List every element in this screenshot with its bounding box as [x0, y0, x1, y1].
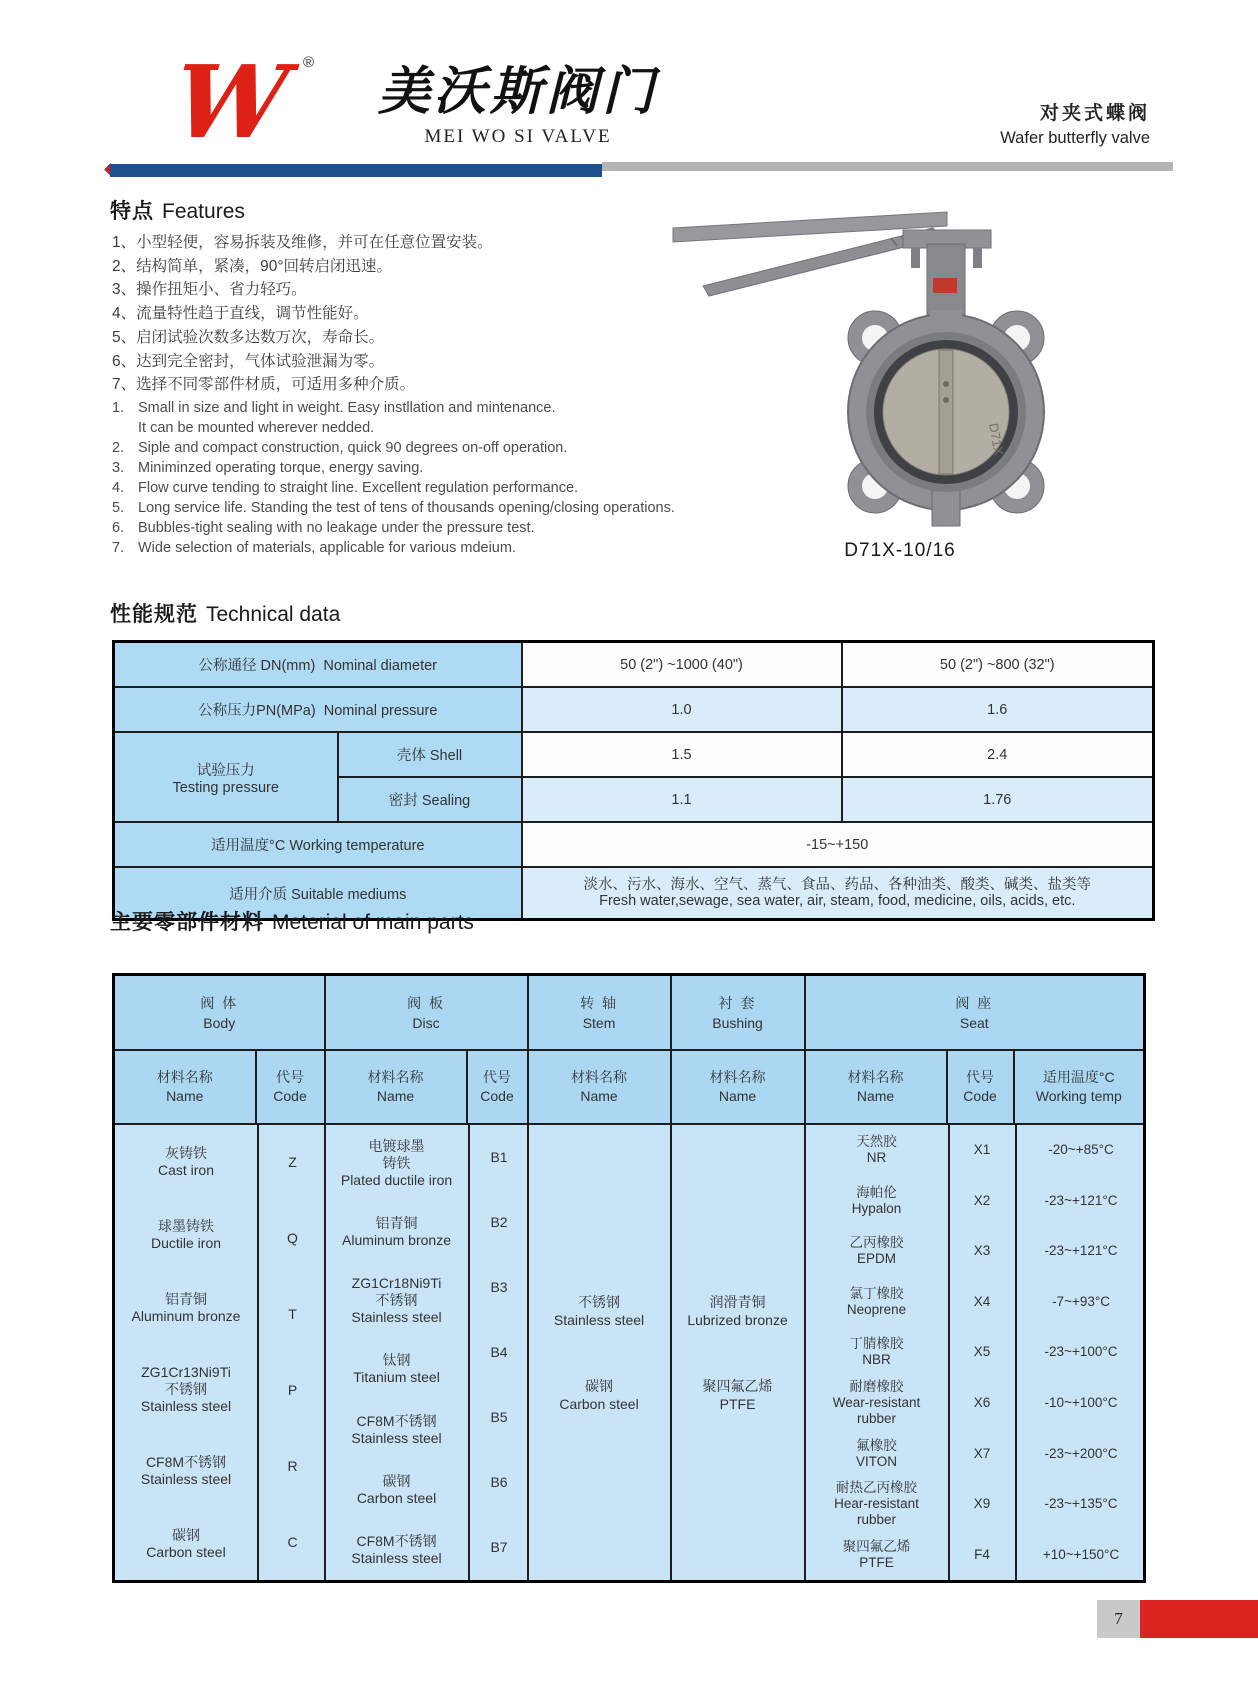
product-title-en: Wafer butterfly valve — [1000, 129, 1150, 147]
features-section-title — [110, 195, 245, 225]
registered-mark: ® — [303, 54, 315, 71]
subheader-name: 材料名称 Name — [114, 1050, 256, 1124]
cell-value: 1.1 — [522, 777, 842, 822]
feature-en-item — [112, 498, 712, 518]
feature-text: Siple and compact construction, quick 90 degrees on-off operation. — [138, 440, 568, 456]
row-sublabel: 密封 Sealing — [338, 777, 522, 822]
technical-title-zh: 性能规范 — [110, 603, 198, 626]
disc-code-stack: B1 B2 B3 B4 B5 B6 B7 — [468, 1125, 529, 1580]
feature-number: 1. — [112, 400, 125, 416]
product-title — [1000, 98, 1150, 148]
features-list-en — [112, 398, 712, 558]
feature-en-item — [112, 538, 712, 558]
group-bushing: 衬 套 Bushing — [671, 975, 805, 1051]
feature-number: 2. — [112, 440, 125, 456]
valve-model-caption: D71X-10/16 — [844, 540, 956, 561]
bushing-materials: 润滑青铜 Lubrized bronze 聚四氟乙烯 PTFE — [671, 1124, 805, 1582]
feature-text: Small in size and light in weight. Easy instllation and mintenance. — [138, 400, 556, 416]
butterfly-valve-photo — [645, 186, 1105, 536]
row-sublabel: 壳体 Shell — [338, 732, 522, 777]
cell-value: 2.4 — [842, 732, 1154, 777]
feature-en-item — [112, 458, 712, 478]
technical-title-en: Technical data — [206, 603, 341, 626]
feature-number: 4. — [112, 480, 125, 496]
body-materials — [114, 1124, 325, 1582]
feature-zh-item: 4、流量特性趋于直线，调节性能好。 — [112, 305, 369, 323]
cell-value: 1.0 — [522, 687, 842, 732]
feature-zh-item: 3、操作扭矩小、省力轻巧。 — [112, 281, 307, 299]
brand-name — [338, 60, 698, 148]
cell-value: 50 (2") ~800 (32") — [842, 642, 1154, 688]
feature-number: 5. — [112, 500, 125, 516]
feature-en-item — [112, 478, 712, 498]
cell-value: -15~+150 — [522, 822, 1154, 867]
row-label: 适用介质 Suitable mediums — [114, 867, 522, 920]
body-name-stack: 灰铸铁 Cast iron 球墨铸铁 Ductile iron 铝青铜 Aluminum bronze ZG1Cr13Ni9Ti 不锈钢 Stainless steel CF8M不锈钢 Stainless steel 碳钢 Carbon steel — [131, 1144, 241, 1560]
feature-en-item — [112, 398, 712, 418]
table-row — [114, 822, 1154, 867]
row-label: 公称通径 DN(mm) Nominal diameter — [114, 642, 522, 688]
subheader-name: 材料名称 Name — [528, 1050, 671, 1124]
materials-title-en: Meterial of main parts — [272, 911, 474, 934]
feature-number: 6. — [112, 520, 125, 536]
materials-section-title — [110, 906, 474, 936]
cell-value — [522, 867, 1154, 920]
cell-value: 1.6 — [842, 687, 1154, 732]
table-row-groups — [114, 975, 1145, 1051]
product-title-zh: 对夹式蝶阀 — [1039, 103, 1150, 124]
feature-number: 7. — [112, 540, 125, 556]
seat-materials: 天然胶 NR X1 -20~+85°C 海帕伦 Hypalon X2 -23~+121°C 乙丙橡胶 EPDM X3 -23~+121°C 氯丁橡胶 Neoprene X4 -7~+93°C 丁腈橡胶 NBR X5 -23~+100°C 耐磨橡胶 Wear-resistant rubber X6 -10~+100°C 氟橡胶 VITON X7 -23~+200°C 耐热乙丙橡胶 Hear-resistant rubber X9 -23~+135°C 聚四氟乙烯 PTFE F4 +10~+150°C — [805, 1124, 1145, 1582]
subheader-name: 材料名称 Name — [325, 1050, 467, 1124]
group-stem: 转 轴 Stem — [528, 975, 671, 1051]
brand-name-zh: 美沃斯阀门 — [377, 61, 658, 122]
materials-title-zh: 主要零部件材料 — [110, 911, 264, 934]
feature-text: Bubbles-tight sealing with no leakage under the pressure test. — [138, 520, 535, 536]
feature-text: Wide selection of materials, applicable for various mdeium. — [138, 540, 516, 556]
cell-value: 1.5 — [522, 732, 842, 777]
table-row — [114, 642, 1154, 688]
brand-name-en: MEI WO SI VALVE — [424, 126, 612, 147]
mediums-en: Fresh water,sewage, sea water, air, steam, food, medicine, oils, acids, etc. — [599, 893, 1076, 909]
subheader-name: 材料名称 Name — [805, 1050, 947, 1124]
table-row-subheaders — [114, 1050, 1145, 1124]
row-label: 公称压力PN(MPa) Nominal pressure — [114, 687, 522, 732]
feature-text: Long service life. Standing the test of tens of thousands opening/closing operations. — [138, 500, 675, 516]
subheader-code: 代号 Code — [947, 1050, 1014, 1124]
group-body: 阀 体 Body — [114, 975, 325, 1051]
materials-table — [112, 973, 1146, 1583]
stem-materials: 不锈钢 Stainless steel 碳钢 Carbon steel — [528, 1124, 671, 1582]
mediums-zh: 淡水、污水、海水、空气、蒸气、食品、药品、各种油类、酸类、碱类、盐类等 — [583, 877, 1091, 893]
feature-zh-item: 5、启闭试验次数多达数万次，寿命长。 — [112, 328, 385, 346]
disc-name-stack: 电镀球墨 铸铁 Plated ductile iron 铝青铜 Aluminum bronze ZG1Cr18Ni9Ti 不锈钢 Stainless steel 钛钢 Titanium steel CF8M不锈钢 Stainless steel 碳钢 Carbon steel CF8M不锈钢 Stainless steel — [340, 1138, 453, 1566]
feature-text: Flow curve tending to straight line. Excellent regulation performance. — [138, 480, 579, 496]
cell-value: 50 (2") ~1000 (40") — [522, 642, 842, 688]
table-row — [114, 732, 1154, 777]
footer-red-bar — [1140, 1600, 1258, 1638]
subheader-working-temp: 适用温度°C Working temp — [1014, 1050, 1145, 1124]
brand-logo — [168, 43, 335, 162]
divider-gray-bar — [602, 162, 1173, 171]
feature-number: 3. — [112, 460, 125, 476]
table-row-materials-body — [114, 1124, 1145, 1582]
feature-en-item — [112, 438, 712, 458]
technical-section-title — [110, 598, 340, 628]
feature-zh-item: 6、达到完全密封，气体试验泄漏为零。 — [112, 352, 385, 370]
logo-w-icon: W — [168, 43, 288, 161]
subheader-code: 代号 Code — [467, 1050, 528, 1124]
feature-text: Miniminzed operating torque, energy saving. — [138, 460, 424, 476]
row-label: 试验压力 Testing pressure — [114, 732, 338, 822]
page-number: 7 — [1097, 1600, 1140, 1638]
disc-materials — [325, 1124, 528, 1582]
feature-zh-item: 1、小型轻便，容易拆装及维修，并可在任意位置安装。 — [112, 234, 493, 251]
subheader-name: 材料名称 Name — [671, 1050, 805, 1124]
divider-blue-bar — [110, 164, 602, 177]
group-disc: 阀 板 Disc — [325, 975, 528, 1051]
feature-zh-item: 2、结构简单，紧凑，90°回转启闭迅速。 — [112, 257, 393, 275]
technical-data-table — [112, 640, 1155, 921]
features-list-zh — [112, 231, 672, 397]
feature-zh-item: 7、选择不同零部件材质，可适用多种介质。 — [112, 376, 416, 394]
table-row — [114, 687, 1154, 732]
row-label: 适用温度°C Working temperature — [114, 822, 522, 867]
feature-en-item-cont: It can be mounted wherever nedded. — [138, 420, 375, 436]
subheader-code: 代号 Code — [256, 1050, 325, 1124]
features-title-en: Features — [162, 200, 245, 223]
features-title-zh: 特点 — [110, 200, 154, 223]
group-seat: 阀 座 Seat — [805, 975, 1145, 1051]
svg-text:D71X: D71X — [986, 421, 1007, 457]
cell-value: 1.76 — [842, 777, 1154, 822]
body-code-stack: Z Q T P R C — [257, 1125, 326, 1580]
feature-en-item — [112, 518, 712, 538]
